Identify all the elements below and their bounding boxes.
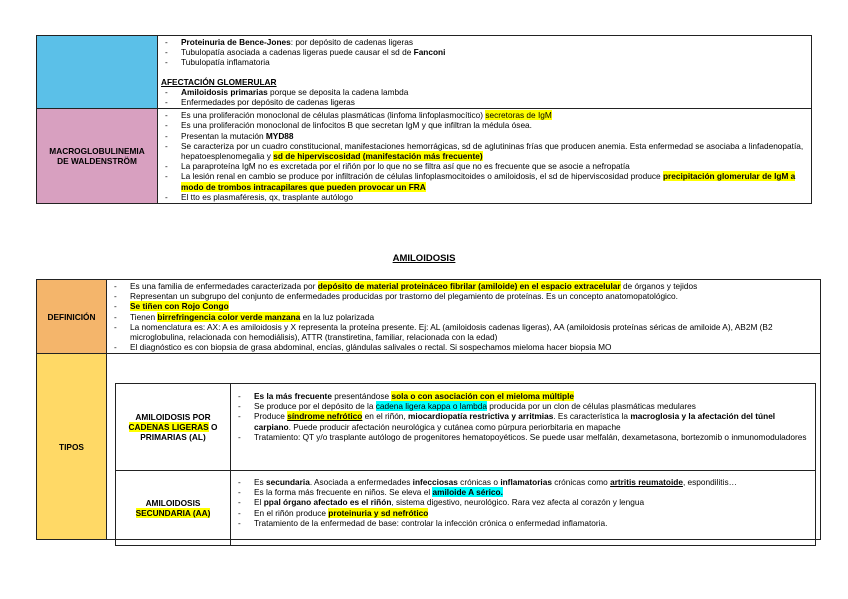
label-text: DE WALDENSTRÖM (57, 156, 137, 167)
text-run: . Asociada a enfermedades (309, 477, 413, 487)
text-run: macroglosia y la afectación del túnel carpiano (254, 411, 776, 432)
bullet-list (110, 281, 816, 352)
text-run: artritis reumatoide (610, 477, 683, 487)
label-cell-al (116, 384, 231, 471)
text-run: . Puede producir afectación neurológica y cutánea como púrpura periorbitaria en mapache (288, 421, 621, 432)
text-run: La paraproteína IgM no es excretada por el riñón por lo que no se filtra así que no es frecuente que se asocie a nefropatía (181, 161, 630, 172)
bullet-list (234, 391, 809, 442)
text-run: crónicas como (551, 477, 611, 487)
list-item (161, 120, 807, 130)
text-run: Tienen (130, 311, 158, 322)
list-item (110, 322, 816, 342)
list-item (110, 312, 816, 322)
text-run: : por depósito de cadenas ligeras (290, 37, 413, 47)
label-text: MACROGLOBULINEMIA (49, 145, 145, 156)
table-row (37, 280, 821, 354)
text-run: , espondilitis… (682, 477, 737, 487)
text-run: síndrome nefrótico (287, 411, 363, 422)
list-item (234, 518, 809, 528)
label-text: PRIMARIAS (AL) (140, 432, 206, 443)
text-run: birrefringencia color verde manzana (157, 311, 301, 322)
text-run: precipitación glomerular de IgM a modo de trombos intracapilares que pueden provocar un FRA (181, 171, 796, 192)
text-run: Tubulopatía inflamatoria (181, 57, 270, 68)
table-row (116, 471, 816, 546)
table-row (116, 384, 816, 471)
text-run: sola o con asociación con el mieloma múltiple (391, 391, 575, 401)
list-item (234, 432, 809, 442)
text-run: presentándose (331, 391, 392, 401)
list-item (234, 411, 809, 431)
content-cell (158, 36, 812, 109)
label-cell-aa (116, 471, 231, 546)
bullet-list (161, 87, 811, 107)
content-cell (231, 384, 816, 471)
table-row (37, 36, 812, 109)
list-item (161, 47, 811, 57)
list-item (234, 391, 809, 401)
text-run: Se produce por el depósito de la (254, 401, 376, 412)
text-run: infecciosas (412, 477, 458, 487)
label-cell-cyan (37, 36, 158, 109)
text-run: ppal órgano afectado es el riñón (263, 497, 392, 508)
content-cell (231, 471, 816, 546)
text-run: Es una proliferación monoclonal de células plasmáticas (linfoma linfoplasmocítico) (181, 110, 486, 121)
list-item (161, 57, 811, 67)
text-run: en el riñón, (362, 411, 409, 422)
text-run: secundaria (266, 477, 310, 487)
list-item (161, 161, 807, 171)
text-run: en la luz polarizada (300, 311, 375, 322)
text-run: depósito de material proteináceo fibrilar (amiloide) en el espacio extracelular (317, 281, 621, 291)
text-run: Se caracteriza por un cuadro constitucional, manifestaciones hemorrágicas, sd de aglutininas frías que producen anemia. Esta enfermedad se asociaba a linfadenopatía, hepatoesplenomegalia y (181, 140, 804, 162)
label-cell-tipos: TIPOS (37, 354, 107, 540)
list-item (161, 131, 807, 141)
text-run: proteinuria y sd nefrótico (328, 507, 429, 518)
content-cell (107, 280, 821, 354)
bullet-list (234, 477, 809, 528)
list-item (161, 37, 811, 47)
list-item (110, 342, 816, 352)
text-run: crónicas o (457, 477, 501, 487)
text-run: Se tiñen con Rojo Congo (130, 301, 229, 312)
list-item (110, 291, 816, 301)
text-run: Proteinuria de Bence-Jones (181, 37, 291, 47)
list-item (161, 110, 807, 120)
list-item (234, 487, 809, 497)
content-cell (158, 109, 812, 204)
text-run: El diagnóstico es con biopsia de grasa abdominal, encías, glándulas salivales o rectal. Si sospechamos mieloma hacer biopsia MO (130, 342, 612, 353)
label-text: O (208, 421, 218, 432)
text-run: El tto es plasmaféresis, qx, trasplante autólogo (181, 191, 354, 202)
text-run: inflamatorias (500, 477, 552, 487)
table-waldenstrom (36, 35, 812, 204)
text-run: Es una proliferación monoclonal de linfocitos B que secretan IgM y que infiltran la médula ósea. (181, 120, 532, 131)
label-text: AMILOIDOSIS POR (135, 411, 211, 422)
list-item (161, 87, 811, 97)
subheading: AFECTACIÓN GLOMERULAR (161, 76, 277, 87)
text-run: Tratamiento de la enfermedad de base: controlar la infección crónica o enfermedad inflamatoria. (254, 517, 608, 528)
text-run: El (254, 497, 264, 508)
text-run: cadena ligera kappa o lambda (375, 401, 487, 412)
text-run: miocardiopatía restrictiva y arritmias (408, 411, 554, 422)
text-run: Es la forma más frecuente en niños. Se eleva el (254, 487, 433, 498)
table-tipos (115, 383, 816, 546)
text-run: Es una familia de enfermedades caracterizada por (130, 281, 318, 291)
text-run: sd de hiperviscosidad (manifestación más frecuente) (273, 151, 483, 162)
bullet-list (161, 37, 811, 68)
list-item (234, 497, 809, 507)
text-run: Enfermedades por depósito de cadenas ligeras (181, 97, 355, 108)
list-item (110, 301, 816, 311)
bullet-list (161, 110, 807, 202)
text-run: Es (254, 477, 266, 487)
list-item (161, 171, 807, 191)
text-run: . Es característica la (553, 411, 631, 422)
text-run: MYD88 (265, 130, 294, 141)
list-item (234, 477, 809, 487)
text-run: Tubulopatía asociada a cadenas ligeras puede causar el sd de (181, 47, 414, 58)
text-run: producida por un clon de células plasmáticas medulares (486, 401, 696, 412)
list-item (234, 508, 809, 518)
section-title: AMILOIDOSIS (392, 253, 456, 264)
text-run: porque se deposita la cadena lambda (267, 86, 409, 97)
text-run: de órganos y tejidos (620, 281, 698, 291)
text-run: Fanconi (413, 47, 446, 58)
label-text: AMILOIDOSIS (145, 497, 201, 508)
text-run: secretoras de IgM (485, 110, 552, 121)
label-text-highlight: CADENAS LIGERAS (128, 421, 209, 432)
text-run: Es la más frecuente (254, 391, 332, 401)
list-item (110, 281, 816, 291)
list-item (161, 141, 807, 161)
table-row (37, 109, 812, 204)
text-run: En el riñón produce (254, 507, 329, 518)
list-item (161, 192, 807, 202)
list-item (161, 97, 811, 107)
list-item (234, 401, 809, 411)
text-run: Tratamiento: QT y/o trasplante autólogo de progenitores hematopoyéticos. Se puede usar melfalán, dexametasona, bortezomib o inmunomoduladores (254, 431, 807, 442)
text-run: Representan un subgrupo del conjunto de enfermedades producidas por trastorno del plegamiento de proteínas. Es un concepto anatomopatológico. (130, 291, 678, 302)
text-run: Amiloidosis primarias (181, 86, 268, 97)
text-run: La nomenclatura es: AX: A es amiloidosis y X representa la proteína presente. Ej: AL (amiloidosis cadenas ligeras), AA (amiloidosis proteínas séricas de amiloide A), AB2M (B2 microglobulina, relacionada con hemodiálisis), ATTR (transtiretina, familiar, relacionada con la edad) (130, 321, 773, 343)
label-cell-definicion: DEFINICIÓN (37, 280, 107, 354)
text-run: La lesión renal en cambio se produce por infiltración de células linfoplasmocitoides o amiloidosis, el sd de hiperviscosidad produce (181, 171, 663, 182)
text-run: , sistema digestivo, neurológico. Rara vez afecta al corazón y lengua (391, 497, 645, 508)
label-cell-macroglobulinemia (37, 109, 158, 204)
text-run: amiloide A sérico. (432, 487, 503, 498)
text-run: Produce (254, 411, 288, 422)
text-run: Presentan la mutación (181, 130, 266, 141)
label-text-highlight: SECUNDARIA (AA) (135, 508, 211, 518)
